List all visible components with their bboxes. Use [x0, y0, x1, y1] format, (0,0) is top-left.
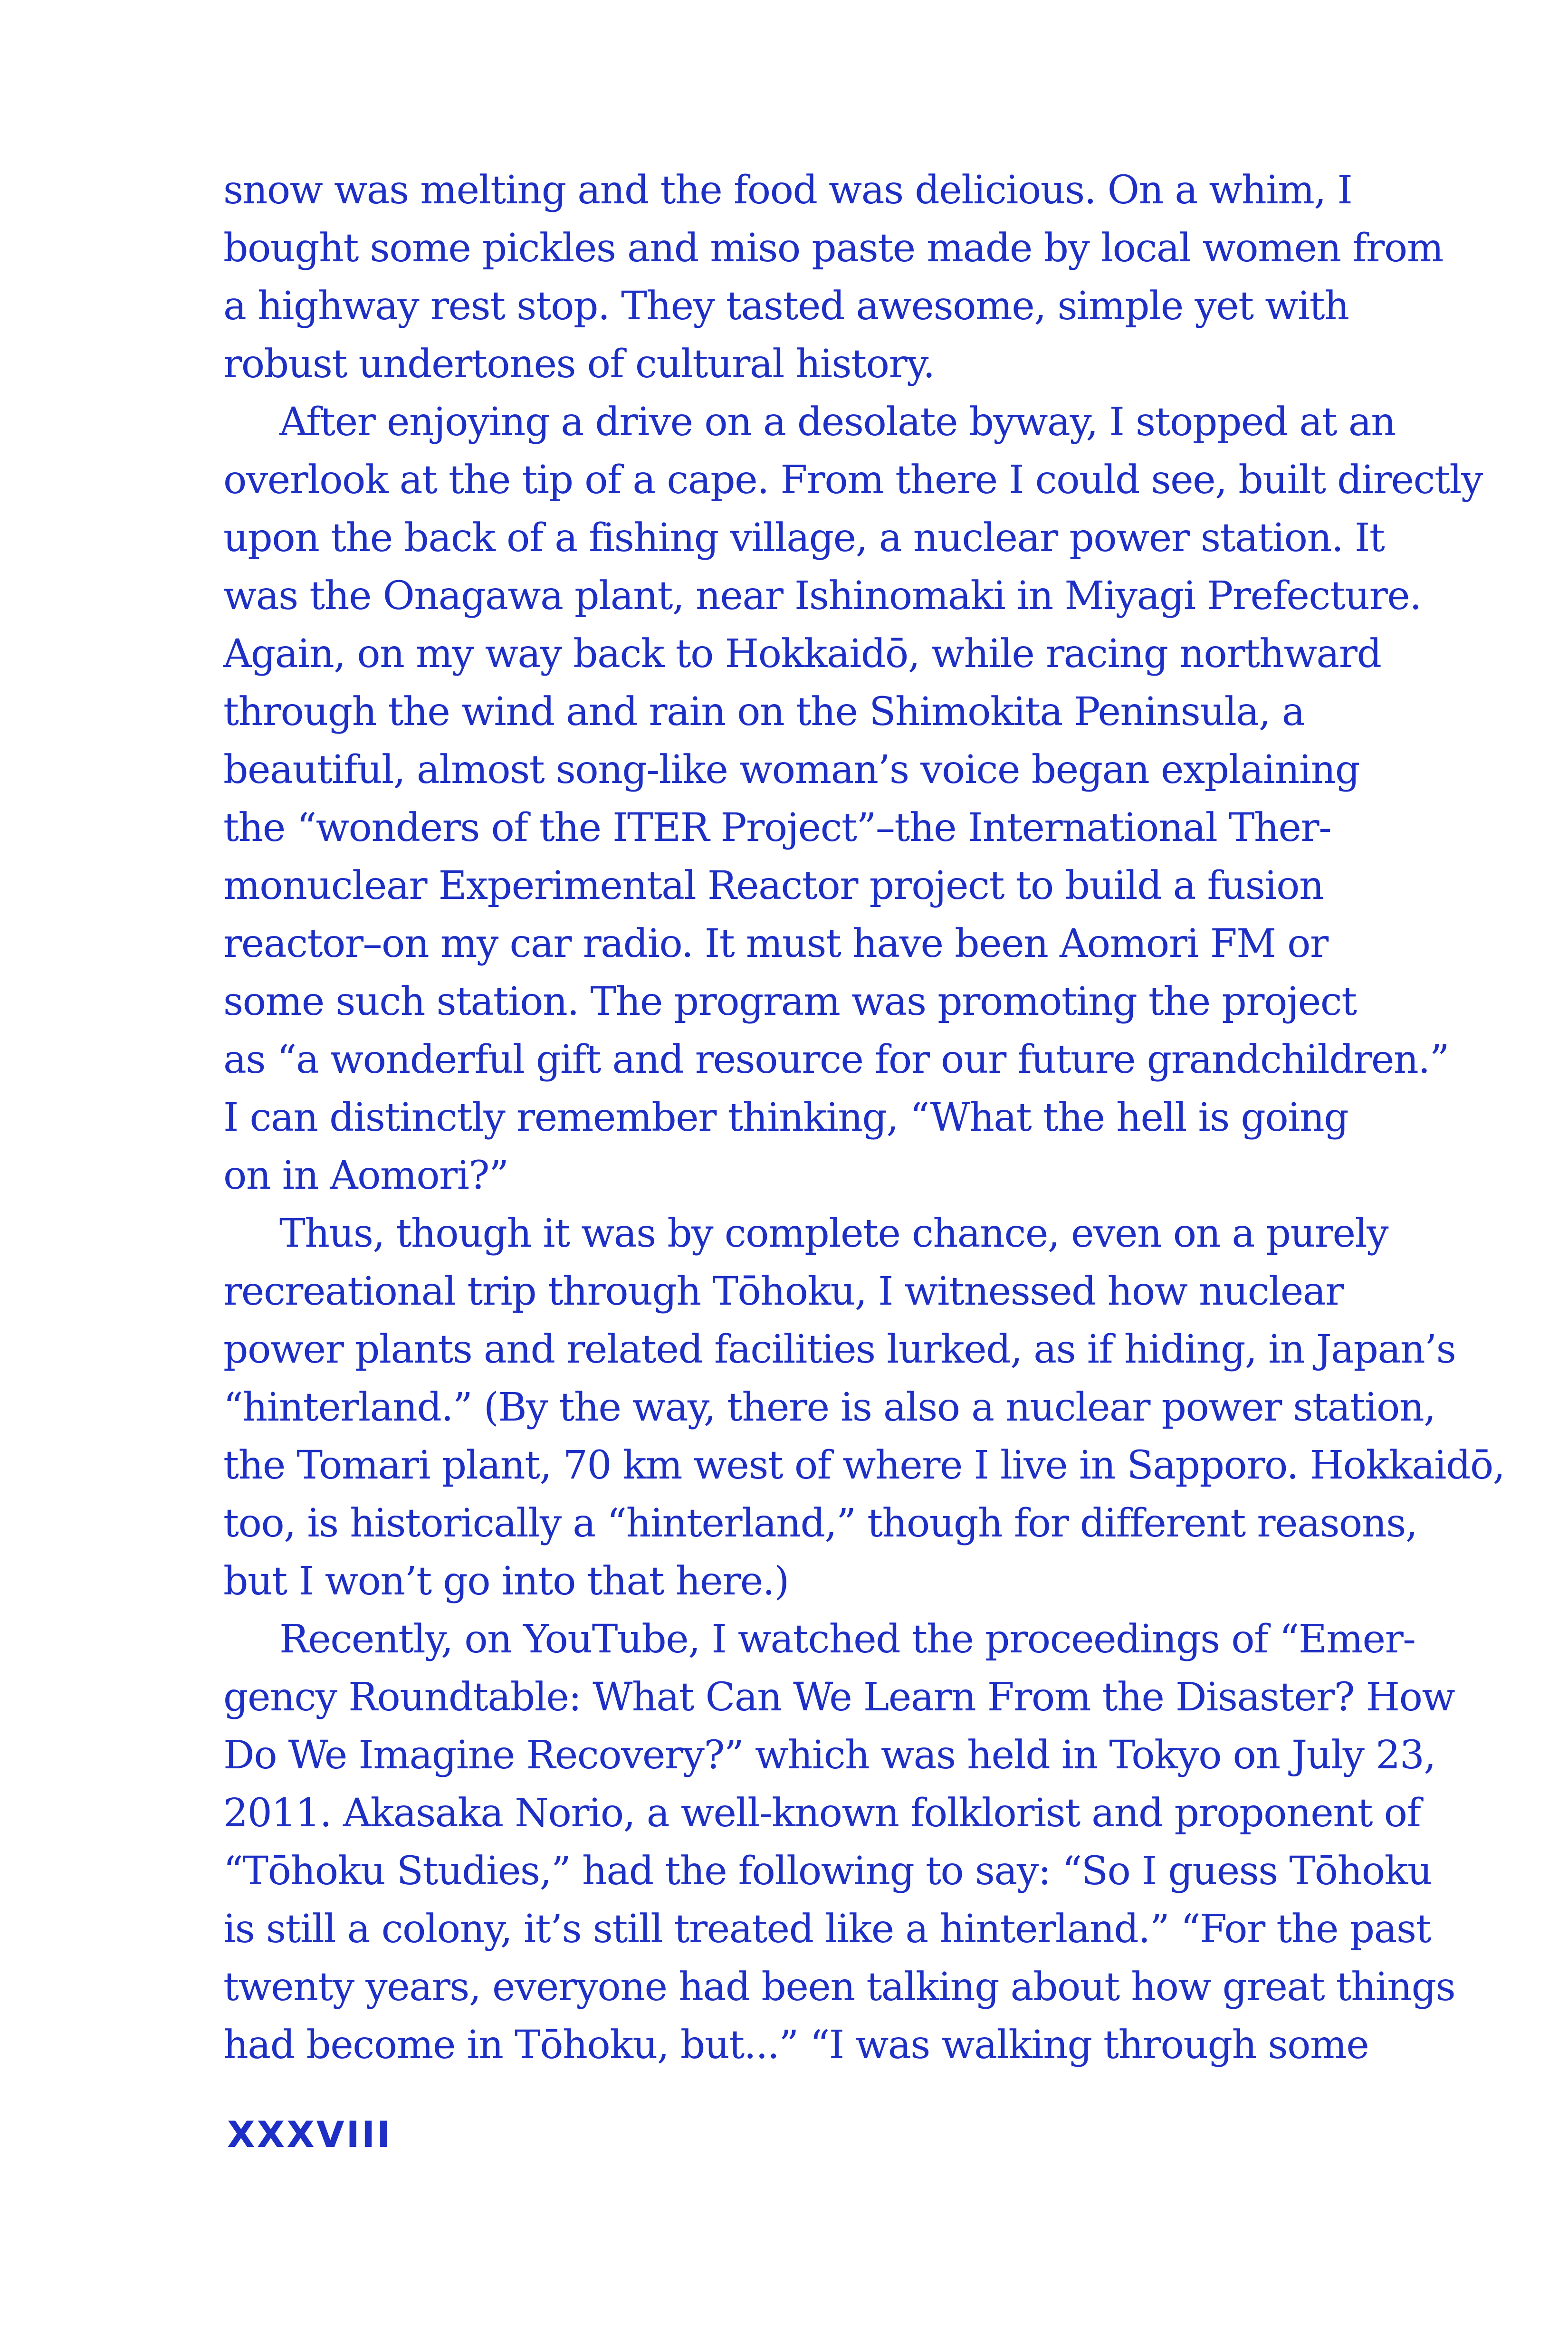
text-line: snow was melting and the food was delicious. On a whim, I [223, 168, 1352, 213]
text-line: on in Aomori?” [223, 1153, 508, 1198]
text-line: too, is historically a “hinterland,” though for different reasons, [223, 1501, 1417, 1546]
paragraph-start-line: Thus, though it was by complete chance, even on a purely [279, 1211, 1388, 1256]
text-line: had become in Tōhoku, but...” “I was walking through some [223, 2023, 1369, 2068]
paragraph-start-line: After enjoying a drive on a desolate byway, I stopped at an [279, 400, 1396, 445]
text-line: overlook at the tip of a cape. From there I could see, built directly [223, 458, 1482, 503]
text-line: Again, on my way back to Hokkaidō, while racing northward [223, 631, 1381, 677]
page-number: XXXVIII [227, 2113, 392, 2156]
text-line: Do We Imagine Recovery?” which was held in Tokyo on July 23, [223, 1733, 1435, 1778]
text-line: monuclear Experimental Reactor project to build a fusion [223, 863, 1324, 908]
paragraph-start-line: Recently, on YouTube, I watched the proceedings of “Emer- [279, 1617, 1415, 1662]
text-line: recreational trip through Tōhoku, I witnessed how nuclear [223, 1269, 1343, 1314]
text-line: but I won’t go into that here.) [223, 1559, 789, 1604]
text-line: 2011. Akasaka Norio, a well-known folklorist and proponent of [223, 1791, 1421, 1836]
text-line: twenty years, everyone had been talking about how great things [223, 1965, 1455, 2010]
text-line: power plants and related facilities lurked, as if hiding, in Japan’s [223, 1327, 1456, 1372]
text-line: as “a wonderful gift and resource for our future grandchildren.” [223, 1037, 1449, 1082]
text-line: the “wonders of the ITER Project”–the International Ther- [223, 805, 1331, 850]
text-line: beautiful, almost song-like woman’s voice began explaining [223, 747, 1359, 792]
text-line: is still a colony, it’s still treated like a hinterland.” “For the past [223, 1907, 1431, 1952]
body-text [223, 162, 1505, 2074]
text-line: I can distinctly remember thinking, “What the hell is going [223, 1095, 1348, 1140]
text-line: was the Onagawa plant, near Ishinomaki in Miyagi Prefecture. [223, 573, 1421, 619]
text-line: reactor–on my car radio. It must have been Aomori FM or [223, 921, 1328, 966]
text-line: upon the back of a fishing village, a nuclear power station. It [223, 515, 1385, 561]
text-line: gency Roundtable: What Can We Learn From the Disaster? How [223, 1675, 1455, 1720]
text-line: “hinterland.” (By the way, there is also a nuclear power station, [223, 1385, 1435, 1430]
text-line: bought some pickles and miso paste made by local women from [223, 226, 1443, 271]
text-line: the Tomari plant, 70 km west of where I live in Sapporo. Hokkaidō, [223, 1443, 1505, 1488]
text-line: some such station. The program was promoting the project [223, 979, 1357, 1024]
text-line: robust undertones of cultural history. [223, 342, 935, 387]
text-line: a highway rest stop. They tasted awesome, simple yet with [223, 284, 1349, 329]
text-line: through the wind and rain on the Shimokita Peninsula, a [223, 689, 1305, 735]
text-line: “Tōhoku Studies,” had the following to say: “So I guess Tōhoku [223, 1849, 1432, 1894]
